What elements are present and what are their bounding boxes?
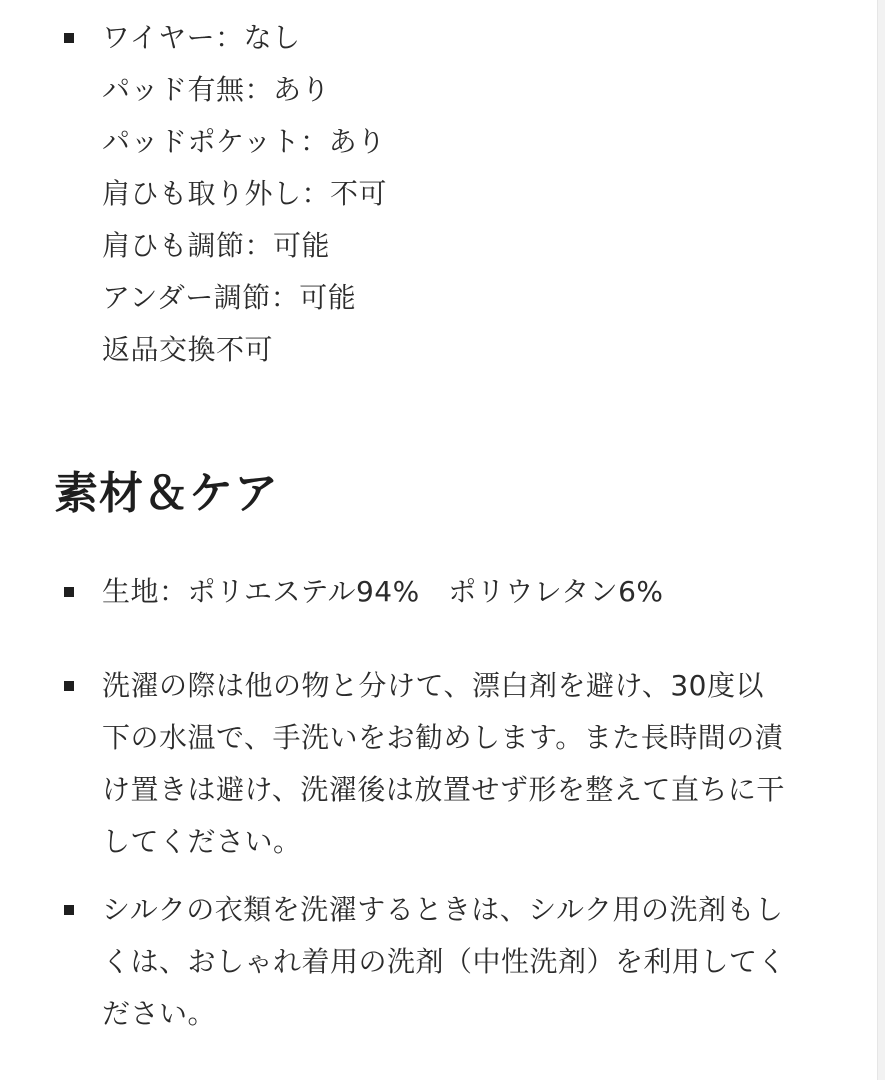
list-item — [0, 660, 840, 868]
spec-strap-adjustable: 肩ひも調節：可能 — [102, 229, 331, 262]
washing-list — [0, 660, 840, 868]
bullet-icon — [64, 587, 74, 597]
bullet-icon — [64, 905, 74, 915]
list-item — [0, 566, 840, 618]
washing-text-line: 下の水温で、手洗いをお勧めします。また長時間の漬 — [102, 721, 784, 754]
silk-text-line: ださい。 — [102, 997, 217, 1030]
spec-return-policy: 返品交換不可 — [102, 333, 274, 366]
silk-care-list — [0, 884, 840, 1040]
bullet-icon — [64, 681, 74, 691]
scrollbar-track[interactable] — [877, 0, 885, 1080]
silk-text-line: くは、おしゃれ着用の洗剤（中性洗剤）を利用してく — [102, 945, 787, 978]
spec-list — [0, 12, 840, 376]
washing-text-line: 洗濯の際は他の物と分けて、漂白剤を避け、30度以 — [102, 669, 764, 702]
list-item — [0, 884, 840, 1040]
spec-pad-pocket: パッドポケット：あり — [102, 125, 386, 158]
spec-list-item — [0, 12, 840, 376]
fabric-list — [0, 566, 840, 618]
washing-text-line: け置きは避け、洗濯後は放置せず形を整えて直ちに干 — [102, 773, 785, 806]
silk-text-line: シルクの衣類を洗濯するときは、シルク用の洗剤もし — [102, 893, 784, 926]
spec-pad: パッド有無：あり — [102, 73, 331, 106]
spec-under-adjustable: アンダー調節：可能 — [102, 281, 357, 314]
fabric-composition: 生地：ポリエステル94% ポリウレタン6% — [102, 575, 664, 608]
spec-wire: ワイヤー：なし — [102, 21, 301, 54]
washing-text-line: してください。 — [102, 825, 302, 858]
spec-strap-removable: 肩ひも取り外し：不可 — [102, 177, 388, 210]
material-care-heading: 素材＆ケア — [54, 468, 279, 519]
bullet-icon — [64, 33, 74, 43]
